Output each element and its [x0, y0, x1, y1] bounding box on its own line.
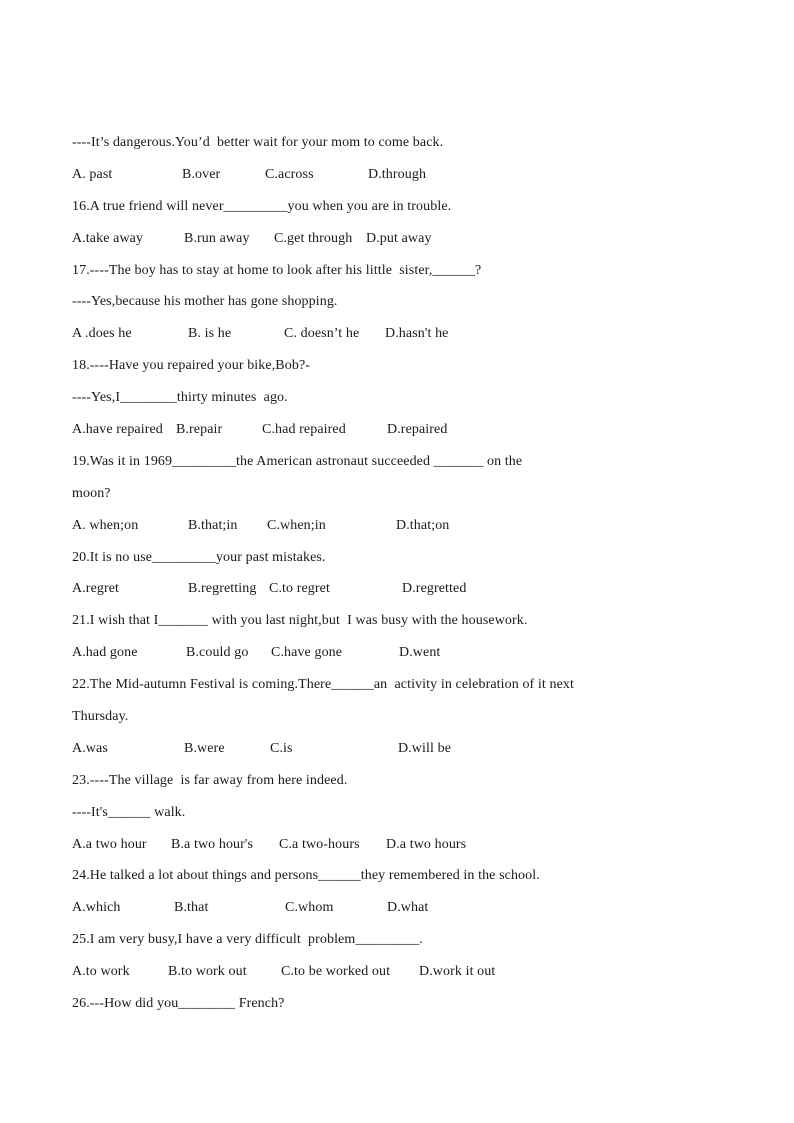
- option: C.to regret: [269, 581, 330, 597]
- option: C.across: [265, 166, 314, 182]
- option: C.to be worked out: [281, 964, 391, 980]
- options-row: [72, 736, 712, 768]
- option: D.will be: [398, 740, 452, 756]
- dialogue-line: ----Yes,because his mother has gone shopping.: [72, 294, 338, 310]
- option: A.was: [72, 740, 108, 756]
- option: D.repaired: [387, 422, 448, 438]
- options-row: [72, 162, 712, 194]
- option: B.repair: [176, 422, 223, 438]
- options-row: [72, 895, 712, 927]
- option: B.a two hour's: [171, 836, 254, 852]
- option: B.run away: [184, 230, 250, 246]
- option: B.could go: [186, 645, 249, 661]
- option: A.take away: [72, 230, 144, 246]
- option: B.that;in: [188, 517, 238, 533]
- options-row: [72, 417, 712, 449]
- questions-container: [72, 130, 712, 1023]
- options-row: [72, 226, 712, 258]
- question-text: 17.----The boy has to stay at home to look after his little sister,______?: [72, 262, 482, 278]
- option: A.which: [72, 900, 121, 916]
- question-text: 26.---How did you________ French?: [72, 996, 285, 1012]
- question-text: 16.A true friend will never_________you when you are in trouble.: [72, 198, 452, 214]
- option: C.get through: [274, 230, 353, 246]
- option: C.have gone: [271, 645, 343, 661]
- options-row: [72, 513, 712, 545]
- option: A.have repaired: [72, 422, 163, 438]
- dialogue-line: ----Yes,I________thirty minutes ago.: [72, 390, 288, 406]
- options-row: [72, 959, 712, 991]
- question-text: 18.----Have you repaired your bike,Bob?-: [72, 358, 311, 374]
- option: D.went: [399, 645, 441, 661]
- option: C.is: [270, 740, 293, 756]
- option: D.work it out: [419, 964, 496, 980]
- option: B.to work out: [168, 964, 247, 980]
- option: C.had repaired: [262, 422, 346, 438]
- option: C.a two-hours: [279, 836, 360, 852]
- option: C.when;in: [267, 517, 326, 533]
- question-text-continued: Thursday.: [72, 709, 129, 725]
- options-row: [72, 576, 712, 608]
- option: B. is he: [188, 326, 232, 342]
- dialogue-line: ----It’s dangerous.You’d better wait for your mom to come back.: [72, 135, 444, 150]
- option: D.hasn't he: [385, 326, 449, 342]
- question-text: 20.It is no use_________your past mistakes.: [72, 549, 326, 565]
- option: B.were: [184, 740, 225, 756]
- options-row: [72, 832, 712, 864]
- question-text: 21.I wish that I_______ with you last night,but I was busy with the housework.: [72, 613, 528, 629]
- question-text: 22.The Mid-autumn Festival is coming.There______an activity in celebration of it next: [72, 677, 574, 693]
- option: D.through: [368, 166, 427, 182]
- dialogue-line: ----It's______ walk.: [72, 804, 186, 820]
- option: D.put away: [366, 230, 432, 246]
- question-text: 23.----The village is far away from here indeed.: [72, 772, 348, 788]
- option: A.had gone: [72, 645, 138, 661]
- option: B.regretting: [188, 581, 257, 597]
- option: A. when;on: [72, 517, 139, 533]
- option: D.regretted: [402, 581, 467, 597]
- option: C.whom: [285, 900, 334, 916]
- option: D.what: [387, 900, 429, 916]
- option: B.that: [174, 900, 209, 916]
- question-text: 24.He talked a lot about things and persons______they remembered in the school.: [72, 868, 540, 884]
- question-text: 19.Was it in 1969_________the American astronaut succeeded _______ on the: [72, 453, 523, 469]
- option: A.to work: [72, 964, 130, 980]
- option: A. past: [72, 166, 113, 182]
- option: D.that;on: [396, 517, 450, 533]
- option: A .does he: [72, 326, 132, 342]
- question-text: 25.I am very busy,I have a very difficult problem_________.: [72, 932, 423, 948]
- options-row: [72, 321, 712, 353]
- question-text-continued: moon?: [72, 485, 111, 501]
- options-row: [72, 640, 712, 672]
- option: B.over: [182, 166, 221, 182]
- option: A.a two hour: [72, 836, 147, 852]
- option: A.regret: [72, 581, 120, 597]
- option: C. doesn’t he: [284, 326, 360, 342]
- option: D.a two hours: [386, 836, 467, 852]
